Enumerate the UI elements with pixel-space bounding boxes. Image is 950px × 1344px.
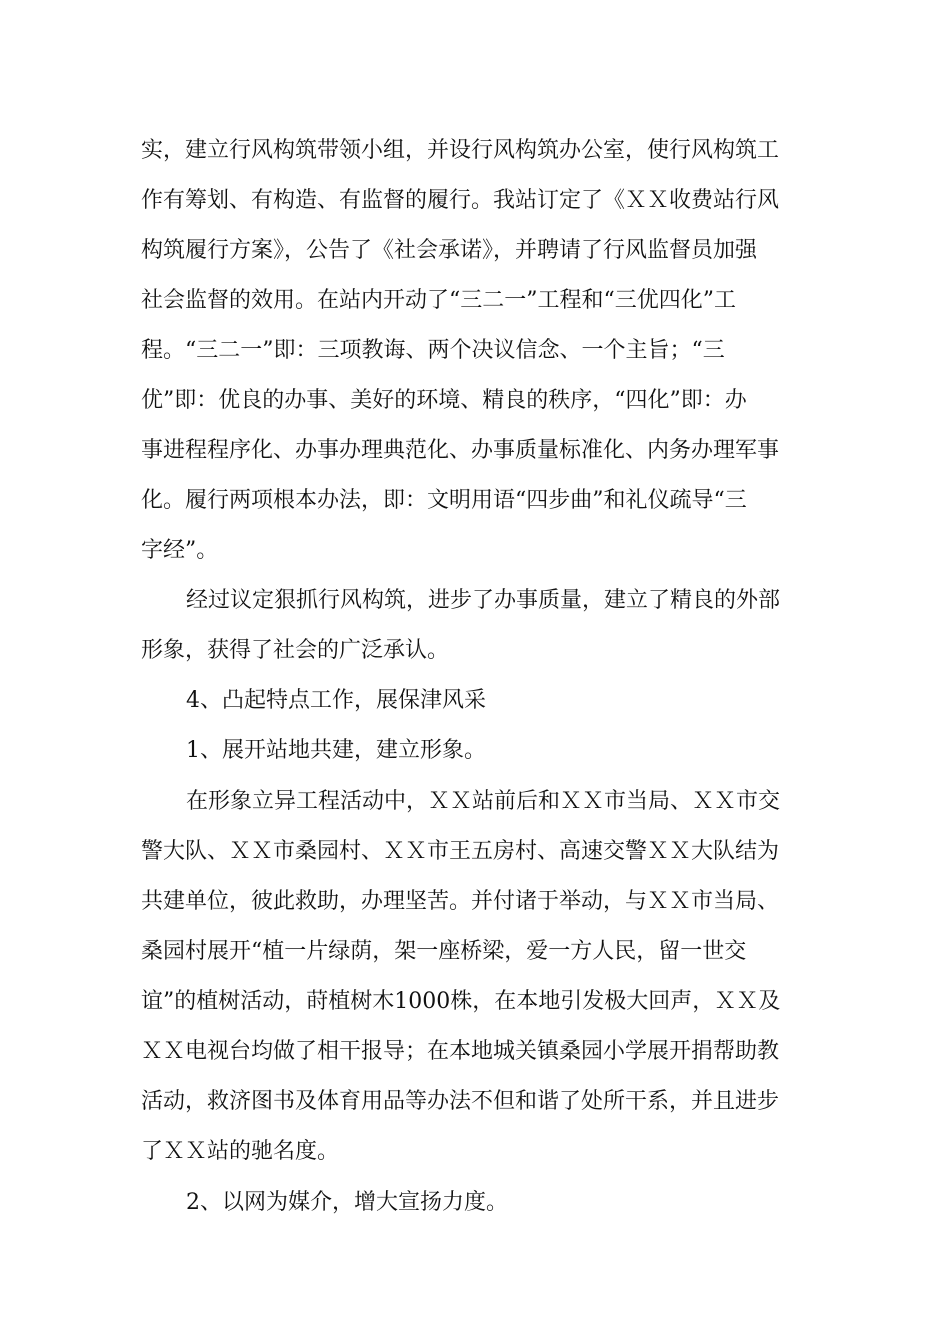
text-line: 实，建立行风构筑带领小组，并设行风构筑办公室，使行风构筑工 <box>141 138 780 163</box>
text-line: 字经”。 <box>141 538 219 563</box>
text-line: 构筑履行方案》，公告了《社会承诺》，并聘请了行风监督员加强 <box>141 238 758 263</box>
text-line: 优”即：优良的办事、美好的环境、精良的秩序，“四化”即：办 <box>141 388 747 413</box>
text-line: 形象，获得了社会的广泛承认。 <box>141 638 450 663</box>
text-line: 活动，救济图书及体育用品等办法不但和谐了处所干系，并且进步 <box>141 1089 780 1114</box>
text-line: 桑园村展开“植一片绿荫，架一座桥梁，爱一方人民，留一世交 <box>141 939 747 964</box>
text-line: 共建单位，彼此救助，办理坚苦。并付诸于举动，与ＸＸ市当局、 <box>141 889 780 914</box>
subsection-heading: 1、展开站地共建，建立形象。 <box>186 738 486 763</box>
paragraph-first-line: 在形象立异工程活动中，ＸＸ站前后和ＸＸ市当局、ＸＸ市交 <box>186 789 781 814</box>
paragraph-first-line: 经过议定狠抓行风构筑，进步了办事质量，建立了精良的外部 <box>186 588 781 613</box>
text-line: 事进程程序化、办事办理典范化、办事质量标准化、内务办理军事 <box>141 438 780 463</box>
text-line: 谊”的植树活动，莳植树木1000株，在本地引发极大回声，ＸＸ及 <box>141 989 781 1014</box>
subsection-heading: 2、以网为媒介，增大宣扬力度。 <box>186 1190 508 1215</box>
text-line: 化。履行两项根本办法，即：文明用语“四步曲”和礼仪疏导“三 <box>141 488 747 513</box>
text-line: 了ＸＸ站的驰名度。 <box>141 1139 340 1164</box>
text-line: 程。“三二一”即：三项教诲、两个决议信念、一个主旨；“三 <box>141 338 725 363</box>
text-line: 社会监督的效用。在站内开动了“三二一”工程和“三优四化”工 <box>141 288 736 313</box>
text-line: ＸＸ电视台均做了相干报导；在本地城关镇桑园小学展开捐帮助教 <box>141 1039 780 1064</box>
section-heading: 4、凸起特点工作，展保津风采 <box>186 688 486 713</box>
text-line: 作有筹划、有构造、有监督的履行。我站订定了《ＸＸ收费站行风 <box>141 188 780 213</box>
text-line: 警大队、ＸＸ市桑园村、ＸＸ市王五房村、高速交警ＸＸ大队结为 <box>141 839 780 864</box>
